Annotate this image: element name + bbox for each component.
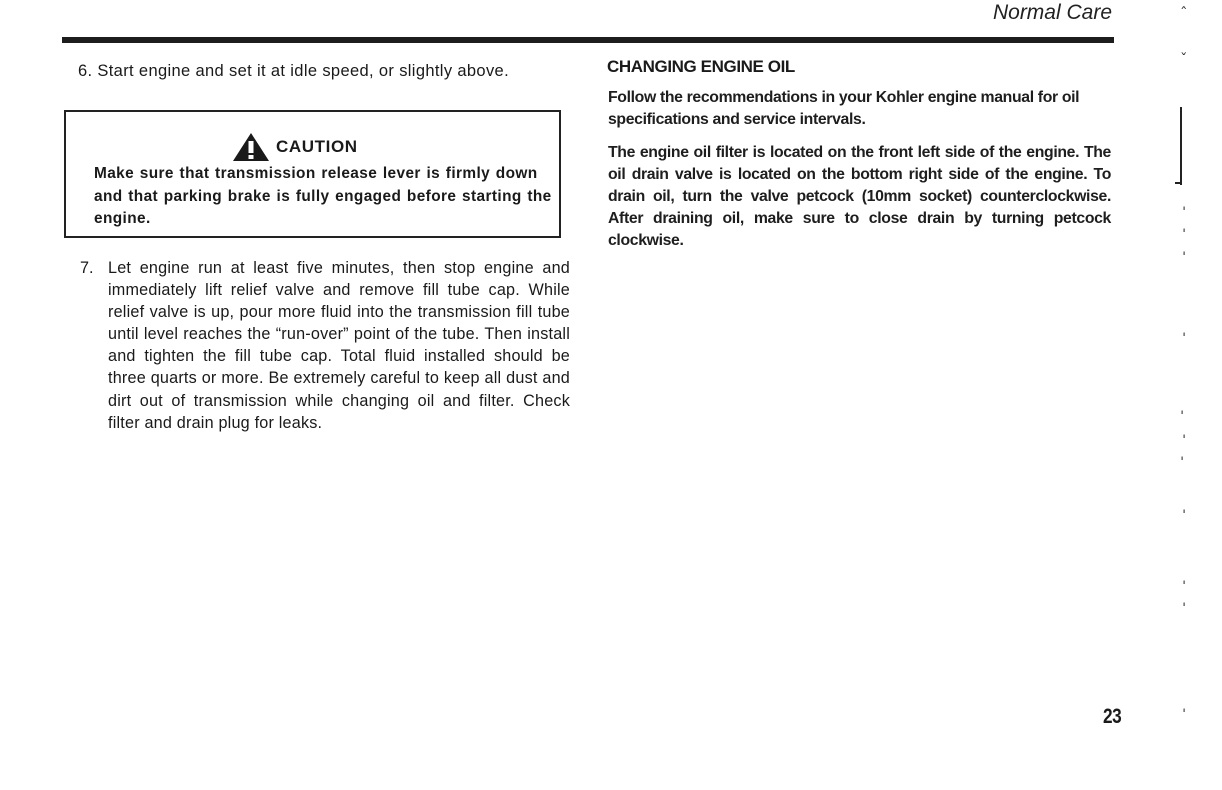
section-heading-changing-engine-oil: CHANGING ENGINE OIL: [607, 57, 795, 76]
scan-edge-artifacts: [1160, 0, 1222, 790]
edge-mark: ˈ: [1182, 204, 1187, 222]
edge-mark: ˈ: [1182, 249, 1187, 267]
running-header-title: Normal Care: [992, 1, 1112, 24]
caution-header: [232, 132, 358, 162]
edge-mark: ˈ: [1180, 454, 1185, 472]
edge-mark: ˈ: [1182, 578, 1187, 596]
edge-mark: ˈ: [1180, 408, 1185, 426]
page-number: 23: [1103, 705, 1122, 728]
edge-mark: ˈ: [1182, 706, 1187, 724]
warning-triangle-icon: [232, 132, 270, 162]
caution-label: CAUTION: [276, 137, 358, 156]
edge-bracket-line: [1180, 107, 1182, 185]
edge-mark: ˈ: [1182, 226, 1187, 244]
edge-mark: ˈ: [1182, 330, 1187, 348]
oil-paragraph-recommendations: Follow the recommendations in your Kohler engine manual for oil specifications and service intervals.: [608, 89, 1080, 128]
edge-mark: ˈ: [1182, 600, 1187, 618]
edge-mark: ˈ: [1182, 432, 1187, 450]
edge-mark: ˆ: [1180, 4, 1188, 22]
edge-bracket-tick: [1175, 182, 1182, 184]
oil-paragraph-drain-instructions: The engine oil filter is located on the front left side of the engine. The oil drain valve is located on the bottom right side of the engine. To drain oil, turn the valve petcock (10mm socket) counterclockwise. After draining oil, make sure to close drain by turning petcock clockwise.: [608, 144, 1111, 249]
step-7-text: Let engine run at least five minutes, then stop engine and immediately lift relief valve and remove fill tube cap. While relief valve is up, pour more fluid into the transmission fill tube until level reaches the “run-over” point of the tube. Then install and tighten the fill tube cap. Total fluid installed should be three quarts or more. Be extremely careful to keep all dust and dirt out of transmission while changing oil and filter. Check filter and drain plug for leaks.: [108, 259, 570, 432]
step-7: [80, 257, 570, 434]
edge-mark: ˇ: [1180, 50, 1188, 68]
step-6-text: 6. Start engine and set it at idle speed, or slightly above.: [78, 62, 510, 80]
step-7-number: 7.: [80, 259, 94, 277]
header-rule: [62, 37, 1114, 43]
caution-box: [64, 110, 561, 238]
caution-text: Make sure that transmission release lever is firmly down and that parking brake is fully engaged before starting the engine.: [94, 165, 552, 227]
edge-mark: ˈ: [1182, 507, 1187, 525]
